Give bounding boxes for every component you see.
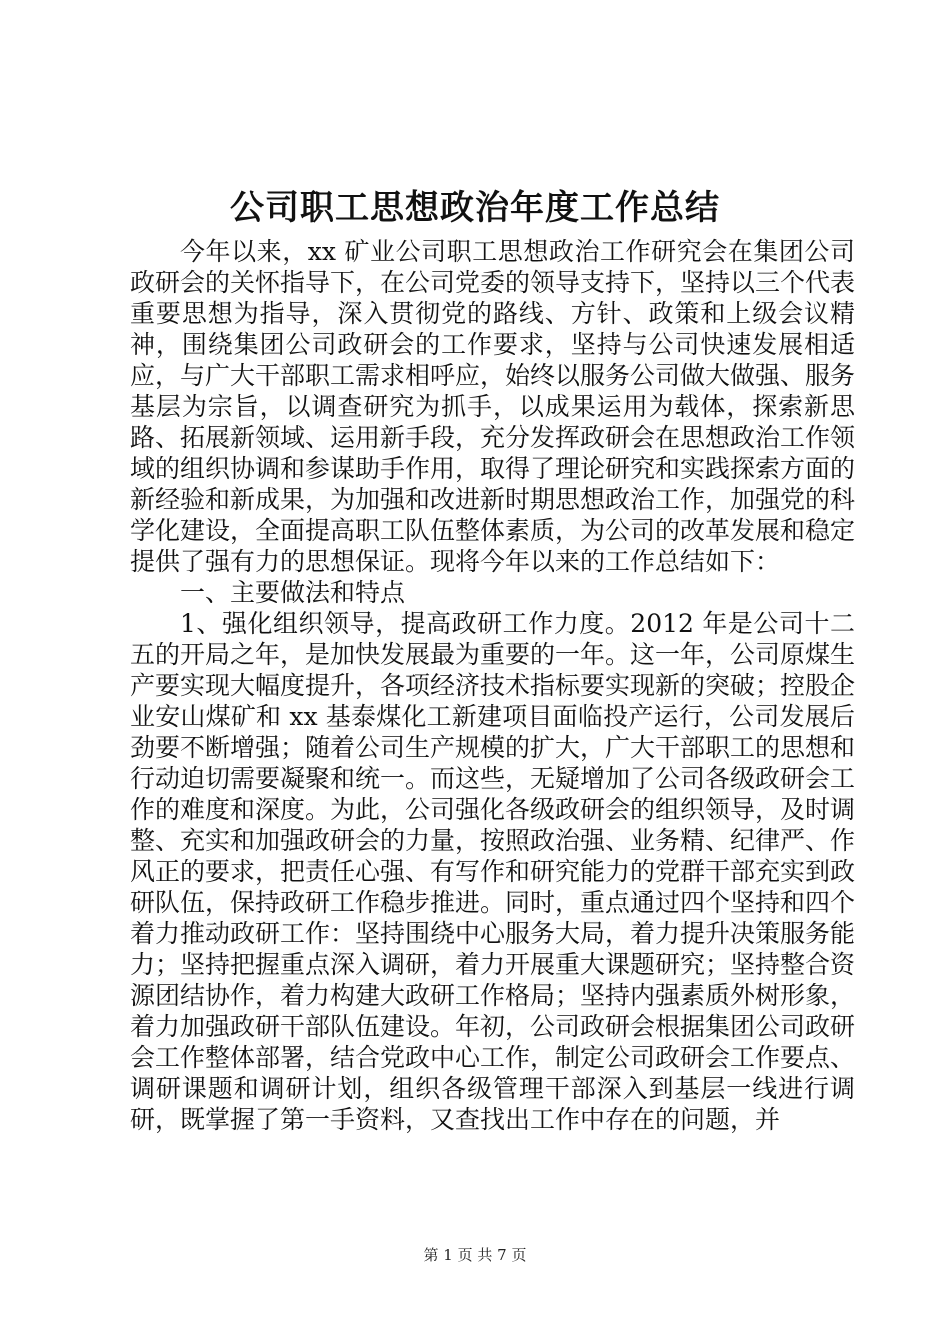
document-body bbox=[130, 236, 855, 1135]
page-footer: 第 1 页 共 7 页 bbox=[423, 1246, 527, 1264]
point-1-paragraph: 1、强化组织领导，提高政研工作力度。2012 年是公司十二五的开局之年，是加快发展最为重要的一年。这一年，公司原煤生产要实现大幅度提升，各项经济技术指标要实现新的突破；控股企业安山煤矿和 xx 基泰煤化工新建项目面临投产运行，公司发展后劲要不断增强；随着公司生产规模的扩大，广大干部职工的思想和行动迫切需要凝聚和统一。而这些，无疑增加了公司各级政研会工作的难度和深度。为此，公司强化各级政研会的组织领导，及时调整、充实和加强政研会的力量，按照政治强、业务精、纪律严、作风正的要求，把责任心强、有写作和研究能力的党群干部充实到政研队伍，保持政研工作稳步推进。同时，重点通过四个坚持和四个着力推动政研工作：坚持围绕中心服务大局，着力提升决策服务能力；坚持把握重点深入调研，着力开展重大课题研究；坚持整合资源团结协作，着力构建大政研工作格局；坚持内强素质外树形象，着力加强政研干部队伍建设。年初，公司政研会根据集团公司政研会工作整体部署，结合党政中心工作，制定公司政研会工作要点、调研课题和调研计划，组织各级管理干部深入到基层一线进行调研，既掌握了第一手资料，又查找出工作中存在的问题，并 bbox=[130, 609, 856, 1134]
document-title: 公司职工思想政治年度工作总结 bbox=[230, 188, 720, 228]
intro-paragraph: 今年以来，xx 矿业公司职工思想政治工作研究会在集团公司政研会的关怀指导下，在公司党委的领导支持下，坚持以三个代表重要思想为指导，深入贯彻党的路线、方针、政策和上级会议精神，围绕集团公司政研会的工作要求，坚持与公司快速发展相适应，与广大干部职工需求相呼应，始终以服务公司做大做强、服务基层为宗旨，以调查研究为抓手，以成果运用为载体，探索新思路、拓展新领域、运用新手段，充分发挥政研会在思想政治工作领域的组织协调和参谋助手作用，取得了理论研究和实践探索方面的新经验和新成果，为加强和改进新时期思想政治工作，加强党的科学化建设，全面提高职工队伍整体素质，为公司的改革发展和稳定提供了强有力的思想保证。现将今年以来的工作总结如下： bbox=[130, 237, 856, 576]
section-heading: 一、主要做法和特点 bbox=[180, 578, 406, 607]
